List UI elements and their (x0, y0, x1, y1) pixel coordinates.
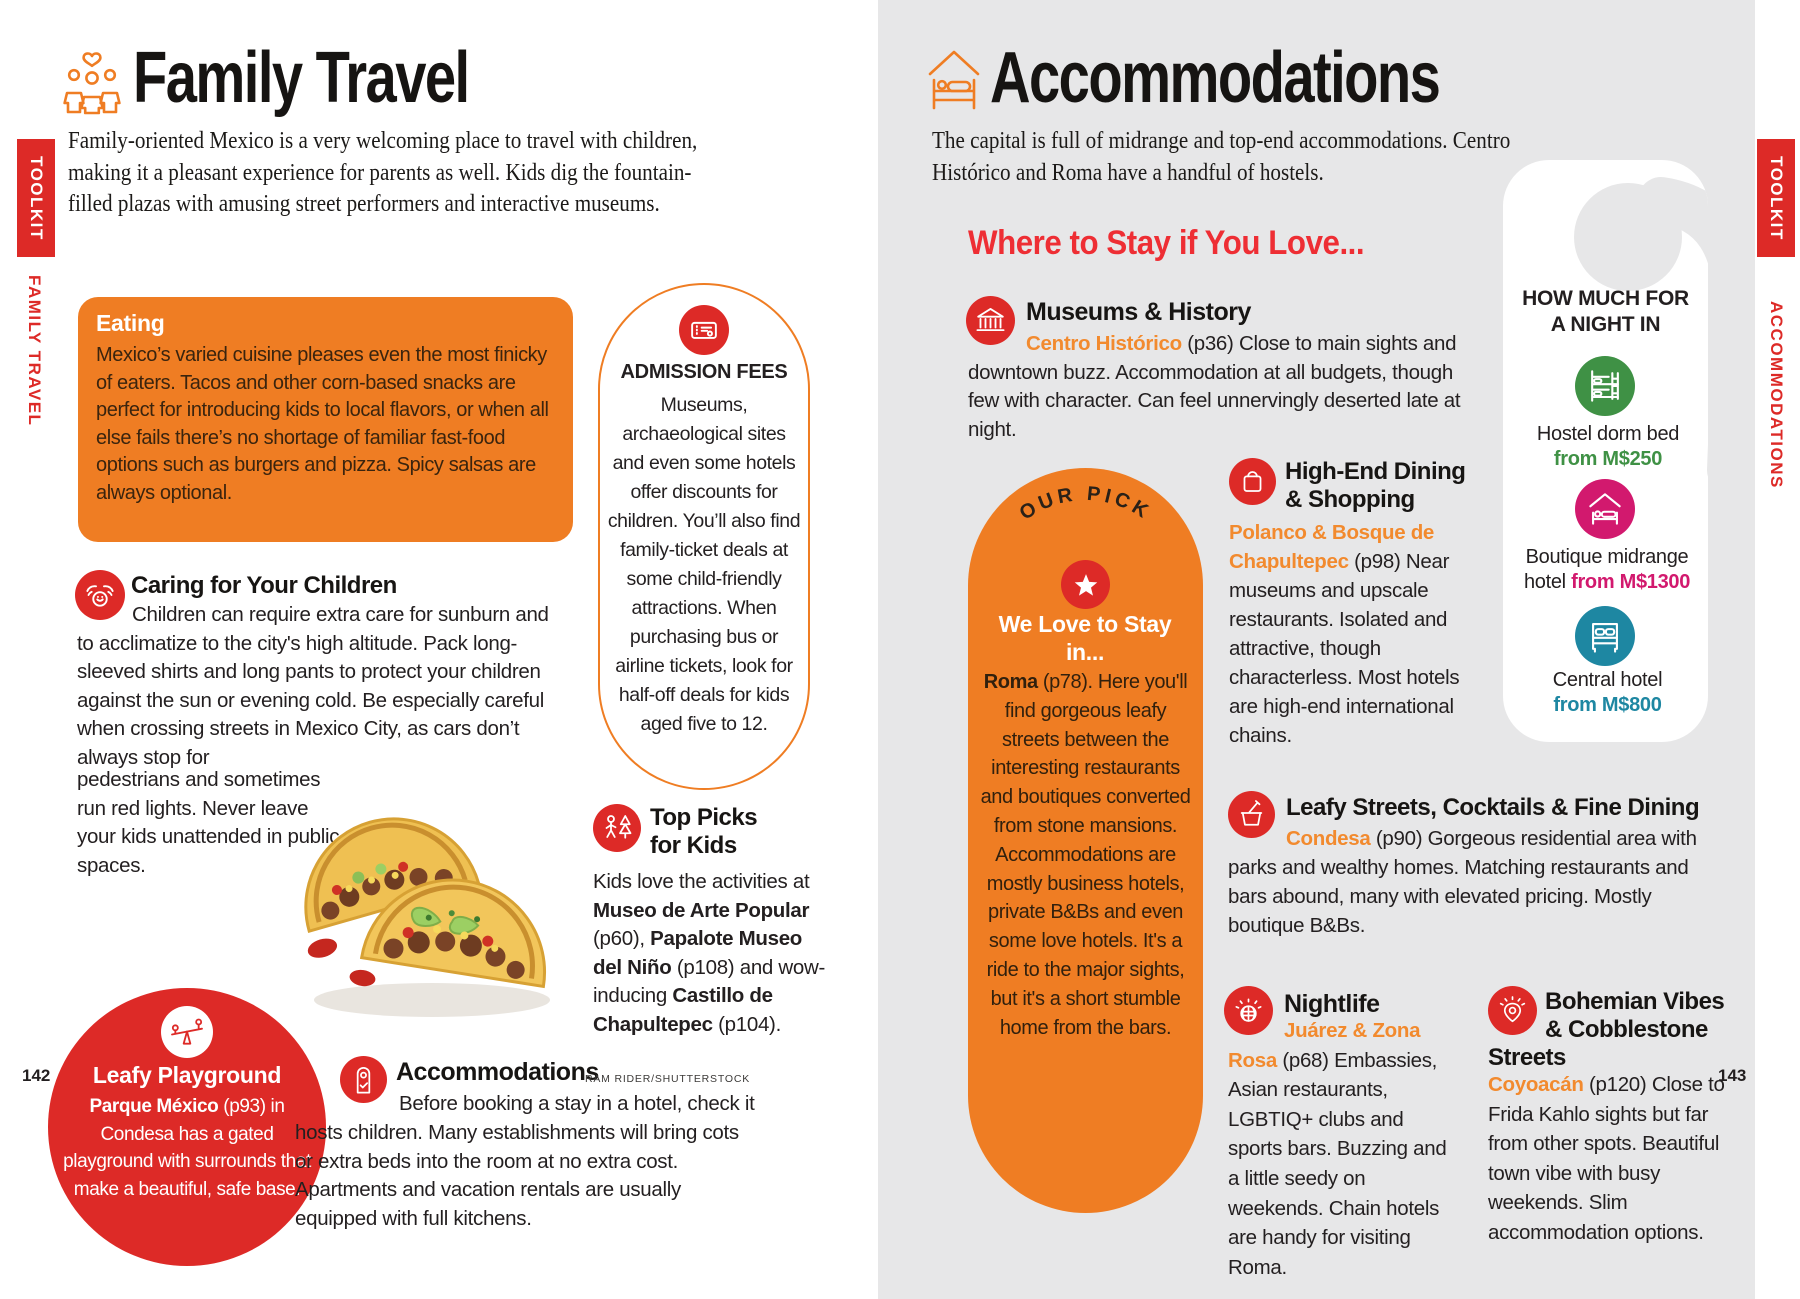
dining-title (1285, 458, 1465, 514)
left-accommodations-body: Before booking a stay in a hotel, check it hosts children. Many establishments will bring cots or extra beds into the room at no extra cost. Apartments and vacation rentals are usually equipped with full kitchens. (295, 1092, 755, 1231)
caring-title: Caring for Your Children (131, 572, 397, 599)
leafy-playground-callout (48, 988, 326, 1266)
our-pick-title: We Love to Stay in... (998, 611, 1172, 665)
svg-text:OUR PICK: OUR PICK (1015, 482, 1156, 525)
dining-title-line1: High-End Dining (1285, 458, 1466, 485)
left-toolkit-tab-label: TOOLKIT (27, 155, 46, 241)
leafy-body: Condesa (p90) Gorgeous residential area with parks and wealthy homes. Matching restaurants and bars abound, many with elevated pricing. Mostly boutique B&Bs. (1228, 827, 1697, 937)
double-bed-icon (1575, 606, 1635, 666)
right-intro: The capital is full of midrange and top-end accommodations. Centro Histórico and Roma have a handful of hostels. (932, 128, 1511, 186)
bohemian-title (1488, 988, 1724, 1072)
caring-body-narrow: pedestrians and sometimes run red lights. Never leave your kids unattended in public spaces. (77, 768, 340, 877)
price-panel-title (1503, 286, 1708, 338)
left-toolkit-tab (17, 139, 55, 257)
playground-body: Parque México (p93) in Condesa has a gated playground with surrounds that make a beautiful, safe base. (63, 1096, 311, 1200)
museums-title: Museums & History (1026, 298, 1251, 326)
bohemian-title-line1: Bohemian Vibes (1545, 988, 1725, 1015)
caring-body-wide: Children can require extra care for sunburn and to acclimatize to the city's high altitude. Pack long-sleeved shirts and long pants to protect your children against the sun or evening cold. Be especially careful when crossing streets in Mexico City, as cars don’t always stop for (77, 603, 549, 769)
right-section-tab-label: ACCOMMODATIONS (1767, 300, 1786, 489)
price-item-boutique-price: from M$1300 (1571, 571, 1691, 593)
family-icon (62, 42, 122, 116)
price-panel-title-line2: A NIGHT IN (1550, 313, 1661, 336)
price-item-hostel-label: Hostel dorm bed (1536, 423, 1680, 445)
eating-box-body: Mexico’s varied cuisine pleases even the most finicky of eaters. Tacos and other corn-based snacks are perfect for introducing kids to local flavors, or when all else fails there’s no shortage of familiar fast-food options such as burgers and pizza. Spicy salsas are always optional. (96, 344, 549, 504)
photo-credit: RAM RIDER/SHUTTERSTOCK (585, 1073, 750, 1085)
bunk-bed-icon (1575, 356, 1635, 416)
bohemian-title-line2: & Cobblestone (1545, 1016, 1708, 1043)
nightlife-body: Juárez & Zona Rosa (p68) Embassies, Asian restaurants, LGBTIQ+ clubs and sports bars. Buzzing and a little seedy on weekends. Chain hotels are handy for visiting Roma. (1228, 1019, 1447, 1279)
where-to-stay-heading-label: Where to Stay if You Love... (968, 224, 1365, 262)
playground-title: Leafy Playground (92, 1062, 282, 1088)
top-picks-title-line2: for Kids (650, 832, 737, 859)
nightlife-title: Nightlife (1284, 990, 1380, 1018)
right-toolkit-tab (1757, 139, 1795, 257)
shopping-bag-icon (1229, 458, 1276, 505)
star-icon (1061, 560, 1110, 609)
price-item-central (1530, 668, 1685, 718)
bohemian-body: Coyoacán (p120) Close to Frida Kahlo sights but far from other spots. Beautiful town vibe with busy weekends. Slim accommodation options. (1488, 1073, 1725, 1244)
dining-body: Polanco & Bosque de Chapultepec (p98) Near museums and upscale restaurants. Isolated and attractive, though characterless. Most hotels are high-end international chains. (1229, 521, 1460, 747)
leafy-title: Leafy Streets, Cocktails & Fine Dining (1286, 794, 1700, 821)
eating-box-title: Eating (96, 310, 165, 336)
top-picks-title (650, 804, 757, 860)
price-item-boutique (1508, 545, 1706, 595)
seesaw-icon (161, 1006, 213, 1058)
admission-title: ADMISSION FEES (620, 361, 788, 383)
children-activities-icon (593, 804, 641, 852)
right-section-tab (1752, 262, 1800, 527)
left-page-number: 142 (22, 1066, 51, 1085)
admission-body: Museums, archaeological sites and even some hotels offer discounts for children. You’ll also find family-ticket deals at some child-friendly attractions. When purchasing bus or airline tickets, look for half-off deals for kids aged five to 12. (607, 394, 801, 735)
left-section-tab (12, 263, 56, 438)
price-panel-title-line1: HOW MUCH FOR (1522, 287, 1689, 310)
left-page-title: Family Travel (133, 38, 469, 118)
top-picks-body: Kids love the activities at Museo de Arte Popular (p60), Papalote Museo del Niño (p108) and wow-inducing Castillo de Chapultepec (p104). (593, 870, 826, 1036)
price-item-hostel-price: from M$250 (1553, 448, 1663, 470)
where-to-stay-heading (968, 224, 1364, 263)
eating-box (78, 297, 573, 542)
admission-fees-callout (598, 283, 810, 790)
right-page-title: Accommodations (990, 38, 1440, 118)
left-section-tab-label: FAMILY TRAVEL (25, 274, 44, 427)
museums-body: Centro Histórico (p36) Close to main sights and downtown buzz. Accommodation at all budgets, though few with character. Can feel unnervingly deserted late at night. (968, 332, 1461, 441)
dining-title-line2: & Shopping (1285, 486, 1415, 513)
price-item-central-label: Central hotel (1552, 669, 1663, 691)
boutique-hotel-icon (1575, 479, 1635, 539)
bohemian-title-line3: Streets (1488, 1044, 1566, 1071)
our-pick-callout (968, 468, 1203, 1213)
right-toolkit-tab-label: TOOLKIT (1767, 155, 1786, 241)
our-pick-body: Roma (p78). Here you'll find gorgeous leafy streets between the interesting restaurants and boutiques converted from stone mansions. Accommodations are mostly business hotels, private B&Bs and even some love hotels. It's a ride to the major sights, but it's a short stumble home from the bars. (980, 671, 1191, 1039)
sleeping-person-icon (926, 44, 982, 114)
price-item-central-price: from M$800 (1553, 694, 1662, 716)
right-page-number: 143 (1718, 1066, 1747, 1085)
ticket-icon (679, 305, 729, 355)
left-accommodations-title: Accommodations (396, 1058, 599, 1086)
top-picks-title-line1: Top Picks (650, 804, 758, 831)
price-item-hostel (1518, 422, 1698, 472)
price-item-boutique-label: Boutique midrange hotel (1523, 546, 1689, 593)
taco-photo (282, 652, 567, 1037)
left-intro: Family-oriented Mexico is a very welcoming place to travel with children, making it a pleasant experience for parents as well. Kids dig the fountain-filled plazas with amusing street performers and interactive museums. (68, 128, 698, 217)
